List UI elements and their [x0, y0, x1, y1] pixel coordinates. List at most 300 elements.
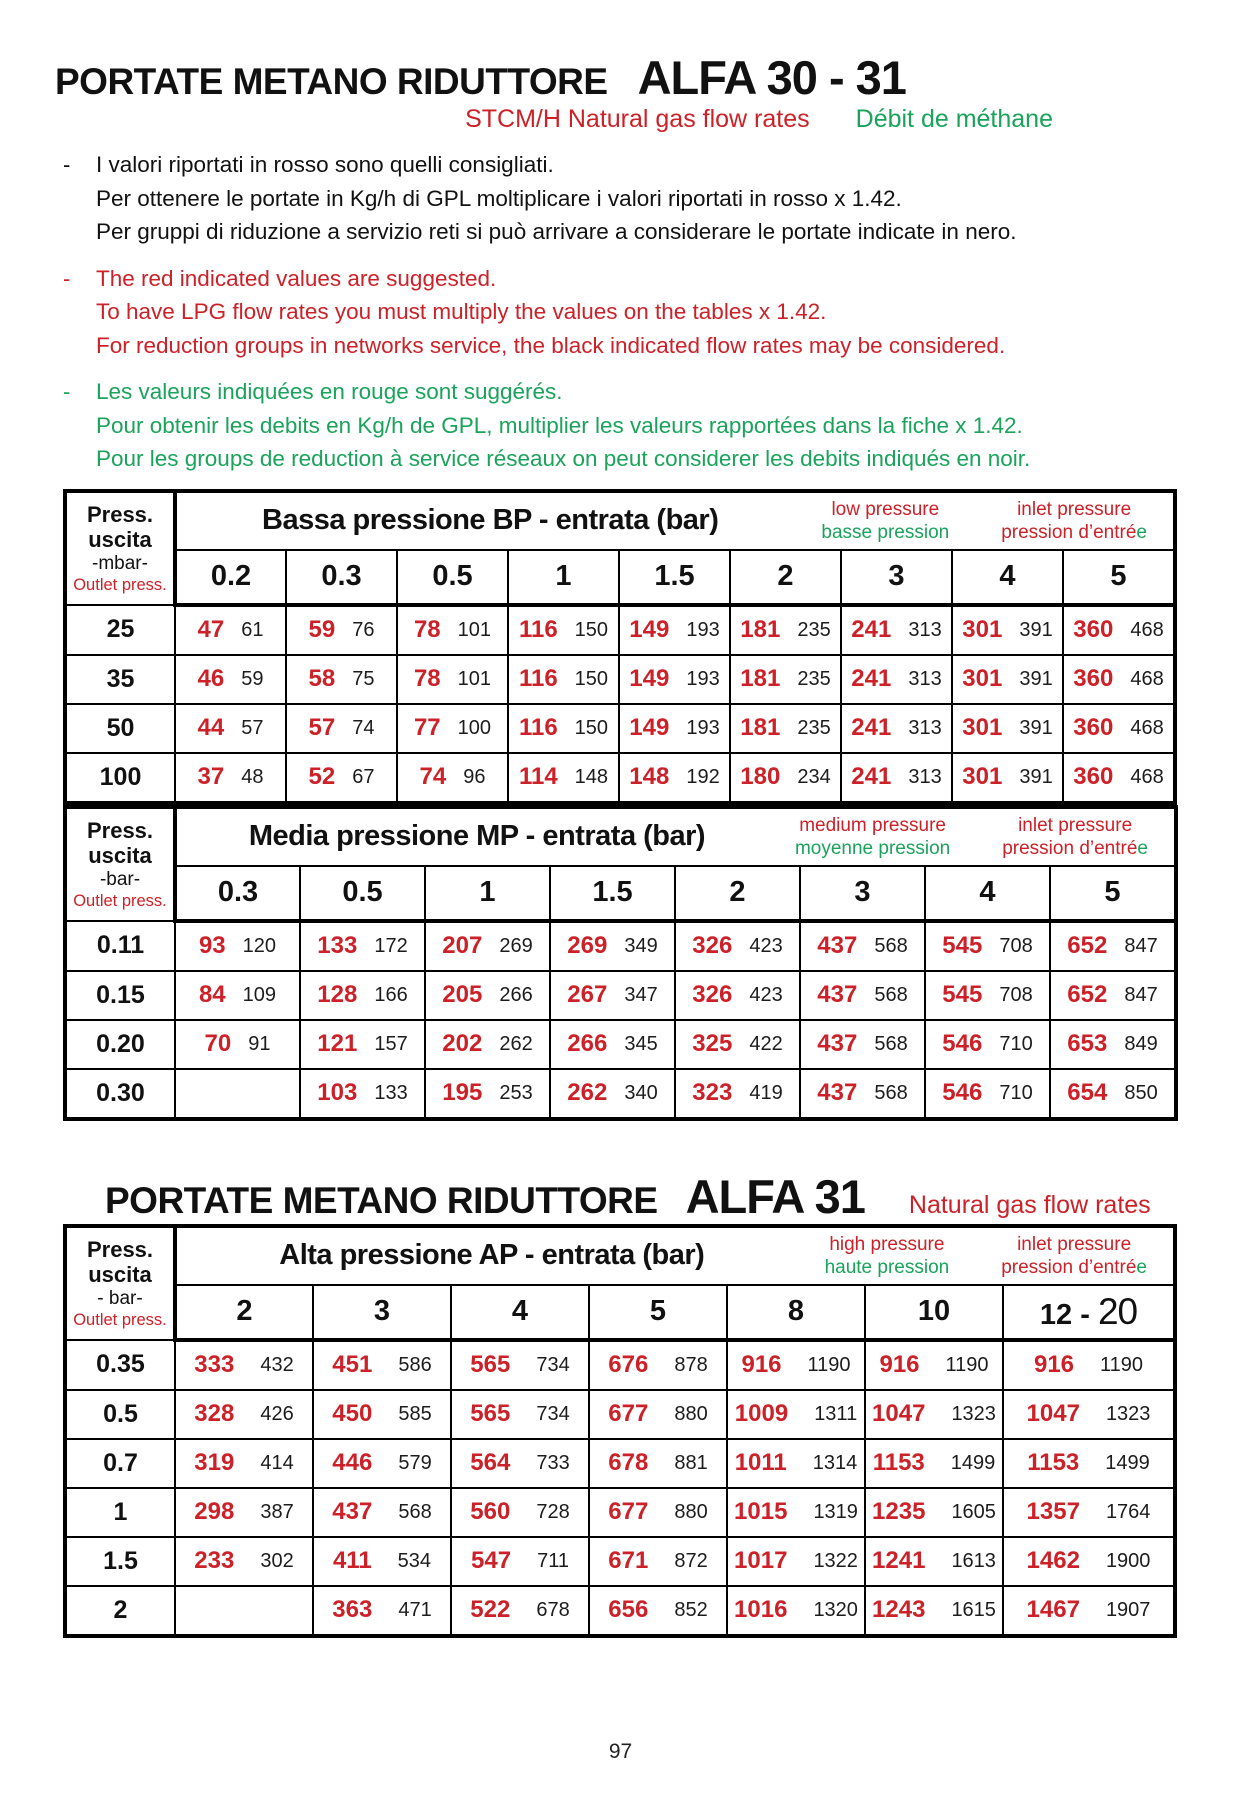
outlet-pressure-value: 35: [65, 655, 175, 704]
flow-rate-pair: [176, 1400, 312, 1428]
network-flow-rate: 1499: [1105, 1451, 1150, 1474]
flow-rate-pair: [676, 1030, 799, 1058]
flow-rate-cell: [952, 605, 1063, 655]
flow-rate-pair: [398, 763, 507, 791]
suggested-flow-rate: 1011: [734, 1449, 787, 1476]
suggested-flow-rate: 52: [308, 763, 336, 790]
network-flow-rate: 852: [674, 1598, 708, 1621]
network-flow-rate: 468: [1130, 667, 1164, 690]
flow-rate-pair: [866, 1351, 1002, 1379]
flow-rate-cell: [175, 1586, 313, 1636]
inlet-pressure-value: 0.5: [300, 866, 425, 921]
flow-rate-cell: [300, 921, 425, 971]
page-title: [55, 50, 1241, 105]
corner-line: uscita: [88, 1261, 152, 1287]
flow-rate-cell: [727, 1340, 865, 1390]
network-flow-rate: 193: [686, 716, 720, 739]
table-head: [65, 1226, 1175, 1340]
flow-rate-pair: [801, 1030, 924, 1058]
flow-rate-cell: [841, 753, 952, 803]
inlet-pressure-value: 3: [841, 550, 952, 605]
flow-rate-pair: [728, 1400, 864, 1428]
suggested-flow-rate: 326: [692, 932, 733, 959]
flow-rate-pair: [426, 1079, 549, 1107]
network-flow-rate: 1499: [950, 1451, 996, 1474]
flow-rate-cell: [175, 1340, 313, 1390]
flow-rate-pair: [314, 1449, 450, 1477]
suggested-flow-rate: 451: [332, 1351, 373, 1378]
network-flow-rate: 150: [574, 667, 609, 690]
flow-rate-cell: [286, 605, 397, 655]
network-flow-rate: 59: [241, 667, 264, 690]
network-flow-rate: 48: [241, 765, 264, 788]
table-title: Bassa pressione BP - entrata (bar): [262, 504, 719, 536]
pressure-type-labels: [795, 498, 975, 544]
inlet-pressure-value: 8: [727, 1285, 865, 1340]
table-header-row: [65, 1226, 1175, 1285]
corner-line: Press.: [86, 817, 154, 843]
outlet-pressure-value: 0.30: [65, 1069, 175, 1119]
flow-rate-cell: [925, 971, 1050, 1020]
flow-rate-pair: [728, 1498, 864, 1526]
table-title: Alta pressione AP - entrata (bar): [279, 1239, 705, 1271]
network-flow-rate: 234: [797, 765, 831, 788]
inlet-pressure-value: 2: [730, 550, 841, 605]
inlet-pressure-value-light: 20: [1097, 1290, 1138, 1332]
pressure-type-label-fr: moyenne pression: [794, 837, 951, 859]
suggested-flow-rate: 360: [1073, 763, 1114, 790]
flow-rate-pair: [452, 1596, 588, 1624]
flow-rate-cell: [865, 1340, 1003, 1390]
corner-line: Press.: [86, 1236, 154, 1262]
flow-rate-cell: [1003, 1340, 1175, 1390]
flow-rate-pair: [1051, 1030, 1174, 1058]
inlet-pressure-label-en: inlet pressure: [1018, 814, 1133, 836]
suggested-flow-rate: 363: [332, 1596, 373, 1623]
network-flow-rate: 166: [374, 983, 408, 1006]
network-flow-rate: 133: [374, 1081, 408, 1104]
flow-rate-cell: [286, 753, 397, 803]
flow-rate-pair: [301, 1030, 424, 1058]
suggested-flow-rate: 677: [608, 1498, 649, 1525]
flow-rate-pair: [842, 665, 951, 693]
note-line: The red indicated values are suggested.: [96, 265, 497, 291]
flow-rate-cell: [800, 1020, 925, 1069]
flow-rate-cell: [313, 1340, 451, 1390]
flow-rate-cell: [175, 1537, 313, 1586]
table-title-flex: [177, 498, 1173, 544]
suggested-flow-rate: 1009: [734, 1400, 789, 1427]
suggested-flow-rate: 181: [740, 665, 781, 692]
flow-rate-pair: [452, 1547, 588, 1575]
flow-rate-pair: [620, 714, 729, 742]
suggested-flow-rate: 1017: [734, 1547, 788, 1574]
inlet-pressure-value: 2: [175, 1285, 313, 1340]
network-flow-rate: 266: [499, 983, 533, 1006]
network-flow-rate: 568: [874, 1032, 908, 1055]
flow-rate-cell: [800, 921, 925, 971]
inlet-pressure-values-row: [65, 550, 1175, 605]
flow-rate-pair: [866, 1400, 1002, 1428]
flow-rate-cell: [508, 753, 619, 803]
suggested-flow-rate: 195: [442, 1079, 483, 1106]
flow-rate-cell: [300, 1069, 425, 1119]
flow-rate-pair: [1004, 1449, 1173, 1477]
flow-rate-cell: [1063, 704, 1175, 753]
network-flow-rate: 253: [499, 1081, 533, 1104]
table-row: [65, 1537, 1175, 1586]
table-title-cell: [175, 491, 1175, 550]
inlet-pressure-value-main: 12 -: [1039, 1298, 1098, 1331]
flow-rate-cell: [952, 655, 1063, 704]
inlet-pressure-value: 10: [865, 1285, 1003, 1340]
flow-rate-pair: [1004, 1498, 1173, 1526]
table-header-row: [65, 807, 1176, 866]
network-flow-rate: 579: [398, 1451, 432, 1474]
flow-rate-pair: [314, 1547, 450, 1575]
suggested-flow-rate: 205: [442, 981, 483, 1008]
flow-rate-pair: [620, 665, 729, 693]
suggested-flow-rate: 545: [942, 981, 983, 1008]
flow-rate-cell: [286, 704, 397, 753]
note-english-lines: [96, 262, 1005, 363]
corner-line: -bar-: [99, 868, 141, 890]
note-italian-lines: [96, 148, 1016, 249]
network-flow-rate: 585: [398, 1402, 432, 1425]
suggested-flow-rate: 547: [471, 1547, 512, 1574]
flow-rate-cell: [1003, 1488, 1175, 1537]
network-flow-rate: 880: [674, 1500, 708, 1523]
suggested-flow-rate: 46: [197, 665, 225, 692]
network-flow-rate: 100: [457, 716, 492, 739]
flow-rate-cell: [589, 1537, 727, 1586]
network-flow-rate: 1900: [1105, 1549, 1151, 1572]
flow-rate-cell: [175, 655, 286, 704]
network-flow-rate: 172: [374, 934, 408, 957]
medium-pressure-table: [63, 805, 1178, 1121]
flow-rate-pair: [866, 1596, 1002, 1624]
flow-rate-cell: [451, 1488, 589, 1537]
network-flow-rate: 1605: [951, 1500, 996, 1523]
inlet-pressure-value: 0.2: [175, 550, 286, 605]
page-subtitle: [0, 105, 1241, 134]
suggested-flow-rate: 678: [608, 1449, 649, 1476]
network-flow-rate: 711: [537, 1549, 569, 1572]
suggested-flow-rate: 564: [470, 1449, 511, 1476]
inlet-pressure-value: 1: [425, 866, 550, 921]
flow-rate-pair: [176, 665, 285, 693]
table-title-cell: [175, 1226, 1175, 1285]
table-title: Media pressione MP - entrata (bar): [248, 820, 706, 852]
network-flow-rate: 708: [999, 934, 1033, 957]
flow-rate-pair: [590, 1449, 726, 1477]
suggested-flow-rate: 446: [332, 1449, 373, 1476]
flow-rate-pair: [176, 1498, 312, 1526]
flow-rate-pair: [301, 981, 424, 1009]
flow-rate-cell: [675, 921, 800, 971]
flow-rate-pair: [590, 1400, 726, 1428]
suggested-flow-rate: 671: [608, 1547, 649, 1574]
network-flow-rate: 1615: [951, 1598, 996, 1621]
flow-rate-cell: [727, 1586, 865, 1636]
suggested-flow-rate: 84: [198, 981, 226, 1008]
flow-rate-cell: [313, 1488, 451, 1537]
suggested-flow-rate: 652: [1067, 932, 1108, 959]
inlet-pressure-value: 5: [589, 1285, 727, 1340]
flow-rate-pair: [301, 1079, 424, 1107]
flow-rate-pair: [728, 1449, 864, 1477]
flow-rate-pair: [731, 616, 840, 644]
inlet-pressure-label-en: inlet pressure: [1017, 498, 1132, 520]
flow-rate-cell: [1050, 1020, 1176, 1069]
network-flow-rate: 733: [536, 1451, 570, 1474]
flow-rate-cell: [425, 971, 550, 1020]
flow-rate-cell: [175, 753, 286, 803]
suggested-flow-rate: 207: [442, 932, 483, 959]
section2-subtitle-english: Natural gas flow rates: [908, 1190, 1151, 1219]
flow-rate-pair: [842, 763, 951, 791]
flow-rate-pair: [1004, 1351, 1173, 1379]
suggested-flow-rate: 58: [308, 665, 336, 692]
network-flow-rate: 109: [242, 983, 277, 1006]
suggested-flow-rate: 1016: [734, 1596, 788, 1623]
note-french: [63, 375, 1241, 476]
notes-section: [63, 148, 1241, 476]
flow-rate-pair: [452, 1498, 588, 1526]
flow-rate-cell: [1003, 1439, 1175, 1488]
suggested-flow-rate: 44: [197, 714, 225, 741]
flow-rate-cell: [175, 704, 286, 753]
suggested-flow-rate: 1241: [872, 1547, 926, 1574]
network-flow-rate: 878: [674, 1353, 708, 1376]
flow-rate-cell: [865, 1390, 1003, 1439]
table-row: [65, 605, 1175, 655]
inlet-pressure-value: 1.5: [550, 866, 675, 921]
flow-rate-cell: [550, 1069, 675, 1119]
flow-rate-cell: [397, 753, 508, 803]
flow-rate-pair: [926, 981, 1049, 1009]
flow-rate-cell: [425, 1020, 550, 1069]
flow-rate-pair: [287, 763, 396, 791]
suggested-flow-rate: 241: [851, 763, 892, 790]
flow-rate-cell: [865, 1488, 1003, 1537]
suggested-flow-rate: 74: [419, 763, 447, 790]
network-flow-rate: 1311: [814, 1402, 858, 1425]
inlet-pressure-label-fr-red: pression d’entré: [1001, 1256, 1137, 1278]
flow-rate-cell: [800, 971, 925, 1020]
flow-rate-cell: [727, 1537, 865, 1586]
flow-rate-cell: [730, 605, 841, 655]
flow-rate-cell: [865, 1537, 1003, 1586]
suggested-flow-rate: 328: [194, 1400, 235, 1427]
flow-rate-cell: [175, 1020, 300, 1069]
flow-rate-cell: [925, 1020, 1050, 1069]
network-flow-rate: 881: [674, 1451, 708, 1474]
network-flow-rate: 120: [242, 934, 277, 957]
network-flow-rate: 849: [1124, 1032, 1158, 1055]
outlet-pressure-value: 25: [65, 605, 175, 655]
network-flow-rate: 1314: [812, 1451, 858, 1474]
suggested-flow-rate: 77: [413, 714, 441, 741]
flow-rate-pair: [926, 1079, 1049, 1107]
flow-rate-pair: [1051, 1079, 1174, 1107]
flow-rate-pair: [426, 981, 549, 1009]
network-flow-rate: 678: [536, 1598, 570, 1621]
suggested-flow-rate: 546: [942, 1030, 983, 1057]
suggested-flow-rate: 1243: [872, 1596, 926, 1623]
inlet-pressure-value: 3: [313, 1285, 451, 1340]
table-head: [65, 807, 1176, 921]
note-line: For reduction groups in networks service, the black indicated flow rates may be considered.: [96, 332, 1006, 358]
suggested-flow-rate: 1235: [872, 1498, 926, 1525]
flow-rate-pair: [728, 1596, 864, 1624]
flow-rate-cell: [313, 1390, 451, 1439]
network-flow-rate: 96: [463, 765, 486, 788]
flow-rate-pair: [842, 616, 951, 644]
flow-rate-cell: [397, 605, 508, 655]
flow-rate-cell: [175, 1390, 313, 1439]
network-flow-rate: 471: [398, 1598, 432, 1621]
suggested-flow-rate: 93: [198, 932, 226, 959]
network-flow-rate: 710: [999, 1032, 1033, 1055]
network-flow-rate: 192: [686, 765, 720, 788]
suggested-flow-rate: 1357: [1026, 1498, 1080, 1525]
flow-rate-pair: [953, 714, 1062, 742]
flow-rate-pair: [676, 932, 799, 960]
network-flow-rate: 568: [398, 1500, 432, 1523]
pressure-type-labels: [799, 1233, 976, 1279]
suggested-flow-rate: 116: [518, 714, 558, 741]
network-flow-rate: 61: [241, 618, 264, 641]
flow-rate-cell: [550, 1020, 675, 1069]
table-head: [65, 491, 1175, 605]
suggested-flow-rate: 70: [204, 1030, 232, 1057]
suggested-flow-rate: 301: [962, 763, 1003, 790]
suggested-flow-rate: 360: [1073, 616, 1114, 643]
table-row: [65, 1020, 1176, 1069]
flow-rate-pair: [590, 1351, 726, 1379]
flow-rate-cell: [451, 1390, 589, 1439]
inlet-pressure-label-fr-green: e: [1136, 1256, 1147, 1278]
note-italian: [63, 148, 1241, 249]
flow-rate-cell: [175, 921, 300, 971]
corner-line: Outlet press.: [73, 891, 167, 910]
suggested-flow-rate: 565: [470, 1351, 511, 1378]
flow-rate-pair: [728, 1351, 864, 1379]
network-flow-rate: 313: [908, 667, 942, 690]
network-flow-rate: 426: [260, 1402, 294, 1425]
table-row: [65, 1488, 1175, 1537]
flow-rate-cell: [619, 655, 730, 704]
network-flow-rate: 75: [352, 667, 375, 690]
suggested-flow-rate: 437: [817, 932, 858, 959]
suggested-flow-rate: 360: [1073, 665, 1114, 692]
flow-rate-cell: [925, 1069, 1050, 1119]
inlet-pressure-value: 0.3: [286, 550, 397, 605]
flow-rate-pair: [452, 1351, 588, 1379]
suggested-flow-rate: 360: [1073, 714, 1114, 741]
network-flow-rate: 349: [624, 934, 658, 957]
flow-rate-pair: [1064, 665, 1173, 693]
suggested-flow-rate: 266: [567, 1030, 608, 1057]
inlet-pressure-label-en: inlet pressure: [1017, 1233, 1132, 1255]
flow-rate-cell: [589, 1390, 727, 1439]
inlet-pressure-label-fr-green: e: [1137, 837, 1148, 859]
flow-rate-cell: [175, 1069, 300, 1119]
suggested-flow-rate: 676: [608, 1351, 649, 1378]
suggested-flow-rate: 450: [332, 1400, 373, 1427]
flow-rate-cell: [397, 655, 508, 704]
network-flow-rate: 1190: [807, 1353, 851, 1376]
inlet-pressure-value: 2: [675, 866, 800, 921]
suggested-flow-rate: 149: [629, 665, 670, 692]
network-flow-rate: 302: [260, 1549, 294, 1572]
suggested-flow-rate: 57: [308, 714, 336, 741]
network-flow-rate: 708: [999, 983, 1033, 1006]
network-flow-rate: 414: [260, 1451, 294, 1474]
suggested-flow-rate: 121: [317, 1030, 358, 1057]
flow-rate-cell: [589, 1439, 727, 1488]
flow-rate-cell: [313, 1586, 451, 1636]
network-flow-rate: 313: [908, 765, 942, 788]
inlet-pressure-value: 0.3: [175, 866, 300, 921]
suggested-flow-rate: 1462: [1026, 1547, 1080, 1574]
flow-rate-cell: [619, 704, 730, 753]
suggested-flow-rate: 437: [817, 1079, 858, 1106]
outlet-pressure-value: 100: [65, 753, 175, 803]
flow-rate-pair: [314, 1400, 450, 1428]
suggested-flow-rate: 116: [518, 665, 558, 692]
flow-rate-cell: [1063, 655, 1175, 704]
suggested-flow-rate: 301: [962, 665, 1003, 692]
flow-rate-cell: [1003, 1390, 1175, 1439]
flow-rate-pair: [676, 981, 799, 1009]
suggested-flow-rate: 233: [194, 1547, 235, 1574]
flow-rate-pair: [866, 1547, 1002, 1575]
suggested-flow-rate: 241: [851, 714, 892, 741]
network-flow-rate: 67: [352, 765, 375, 788]
table-body: [65, 605, 1175, 803]
suggested-flow-rate: 47: [197, 616, 225, 643]
flow-rate-cell: [451, 1537, 589, 1586]
suggested-flow-rate: 545: [942, 932, 983, 959]
table-row: [65, 921, 1176, 971]
pressure-type-label-fr: haute pression: [824, 1256, 950, 1278]
table-row: [65, 1586, 1175, 1636]
suggested-flow-rate: 241: [851, 616, 892, 643]
suggested-flow-rate: 180: [740, 763, 781, 790]
inlet-pressure-value: [1003, 1285, 1175, 1340]
flow-rate-cell: [730, 655, 841, 704]
network-flow-rate: 568: [874, 1081, 908, 1104]
table-body: [65, 1340, 1175, 1636]
network-flow-rate: 586: [398, 1353, 432, 1376]
suggested-flow-rate: 916: [741, 1351, 782, 1378]
flow-rate-cell: [727, 1439, 865, 1488]
suggested-flow-rate: 560: [470, 1498, 511, 1525]
flow-rate-cell: [730, 753, 841, 803]
flow-rate-cell: [730, 704, 841, 753]
corner-line: Outlet press.: [73, 575, 167, 594]
table-title-cell: [175, 807, 1176, 866]
inlet-pressure-value: 5: [1063, 550, 1175, 605]
suggested-flow-rate: 37: [197, 763, 225, 790]
flow-rate-cell: [175, 605, 286, 655]
flow-rate-pair: [801, 981, 924, 1009]
flow-rate-pair: [301, 932, 424, 960]
network-flow-rate: 1613: [951, 1549, 996, 1572]
flow-rate-pair: [176, 1547, 312, 1575]
